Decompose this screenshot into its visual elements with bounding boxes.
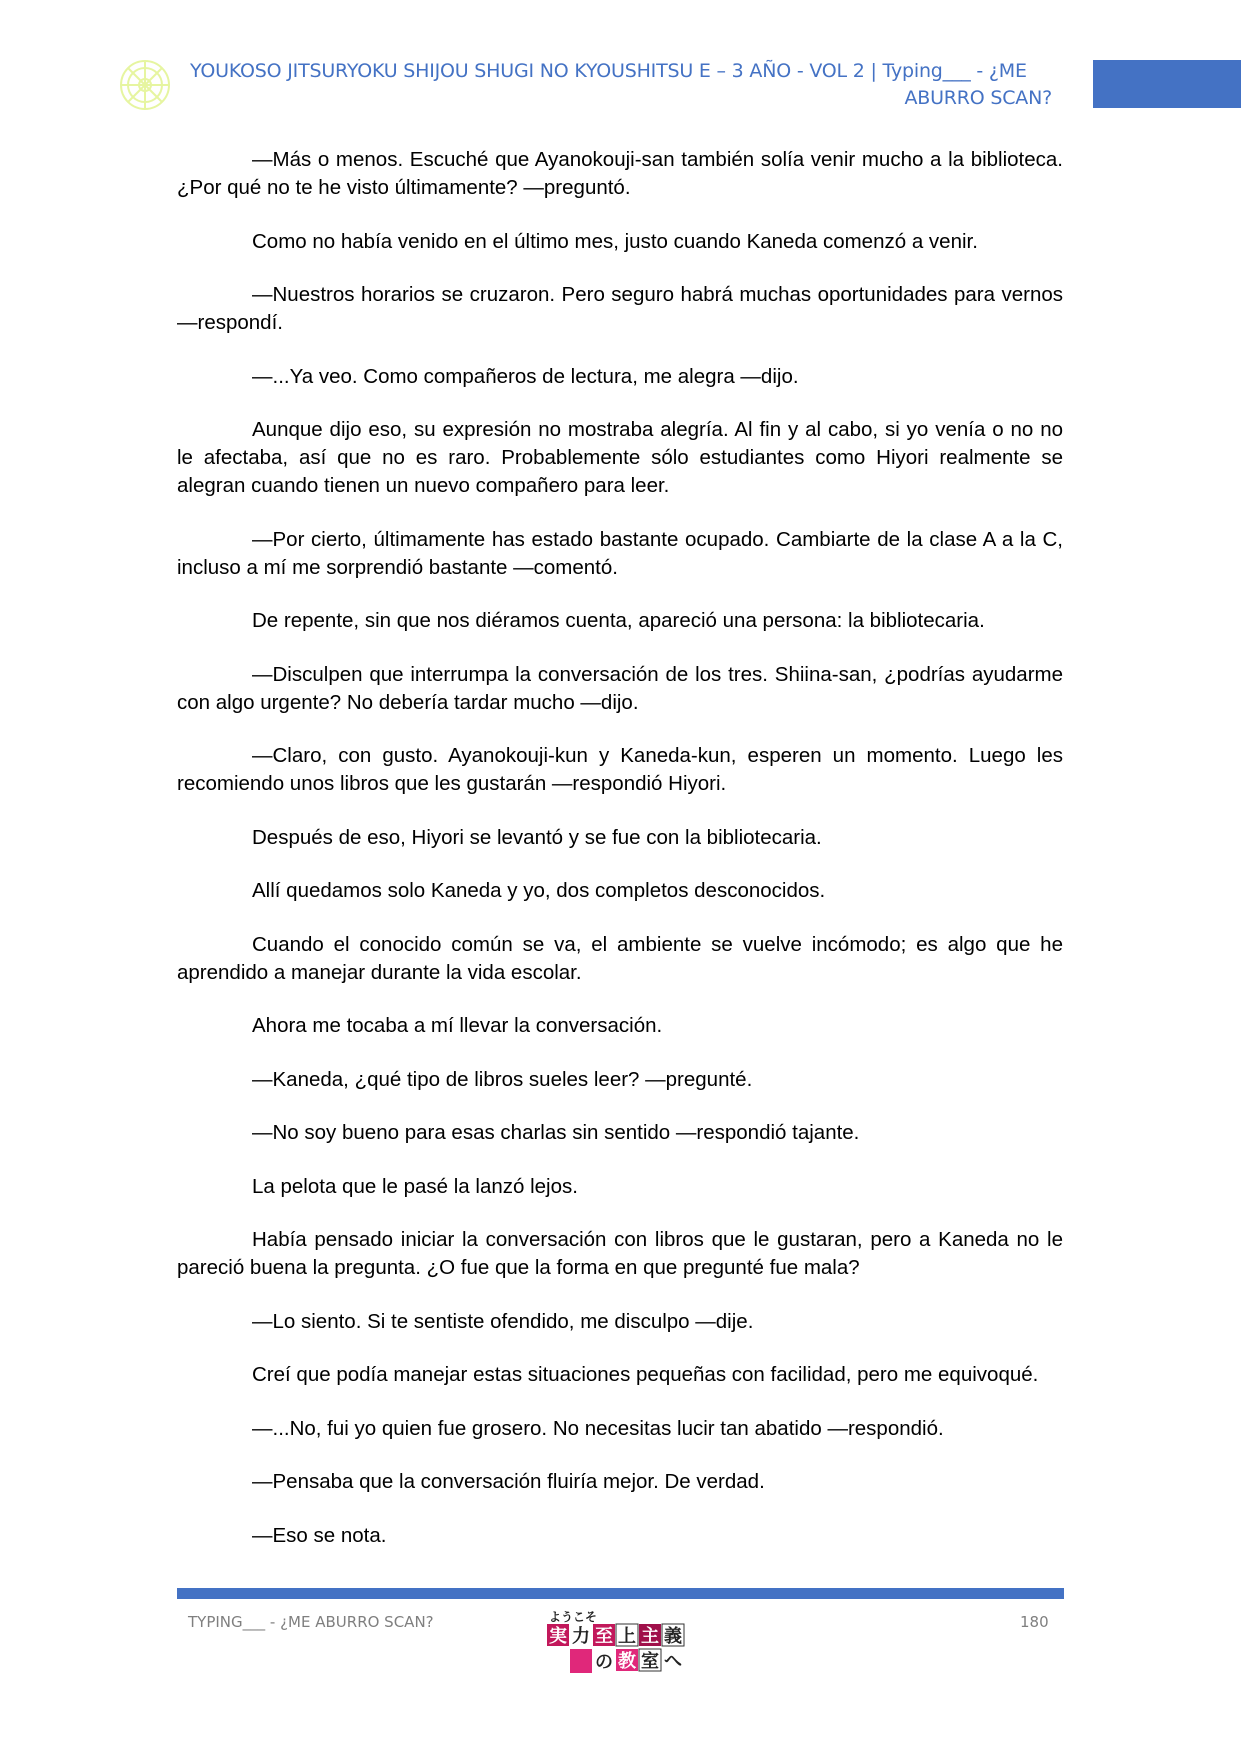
paragraph: Había pensado iniciar la conversación con libros que le gustaran, pero a Kaneda no le pareció buena la pregunta. ¿O fue que la forma en que pregunté fue mala? <box>177 1228 1063 1279</box>
paragraph: Aunque dijo eso, su expresión no mostraba alegría. Al fin y al cabo, si yo venía o no no le afectaba, así que no es raro. Probablemente sólo estudiantes como Hiyori realmente se alegran cuando tienen un nuevo compañero para leer. <box>177 418 1063 497</box>
paragraph: Ahora me tocaba a mí llevar la conversación. <box>252 1014 663 1037</box>
series-logo <box>547 1608 693 1676</box>
paragraph: —...No, fui yo quien fue grosero. No necesitas lucir tan abatido —respondió. <box>252 1416 944 1440</box>
paragraph: —Kaneda, ¿qué tipo de libros sueles leer? —pregunté. <box>252 1067 753 1091</box>
paragraph: —Nuestros horarios se cruzaron. Pero seguro habrá muchas oportunidades para vernos —respondí. <box>177 283 1063 334</box>
logo-char: の <box>595 1652 613 1673</box>
logo-kana: ようこそ <box>549 1610 598 1624</box>
header-title-line1: YOUKOSO JITSURYOKU SHIJOU SHUGI NO KYOUSHITSU E – 3 AÑO - VOL 2 | Typing___ - ¿ME <box>190 60 1027 82</box>
logo-char: 室 <box>641 1651 659 1672</box>
header-title-line2: ABURRO SCAN? <box>904 87 1052 109</box>
paragraph: Allí quedamos solo Kaneda y yo, dos completos desconocidos. <box>252 879 826 902</box>
paragraph: De repente, sin que nos diéramos cuenta, apareció una persona: la bibliotecaria. <box>252 609 985 632</box>
paragraph: Creí que podía manejar estas situaciones pequeñas con facilidad, pero me equivoqué. <box>252 1363 1039 1386</box>
header-accent-block <box>1093 60 1241 108</box>
page-body <box>177 146 1063 1575</box>
paragraph: Después de eso, Hiyori se levantó y se fue con la bibliotecaria. <box>252 825 822 849</box>
paragraph: —Por cierto, últimamente has estado bastante ocupado. Cambiarte de la clase A a la C, incluso a mí me sorprendió bastante —comentó. <box>177 527 1063 579</box>
logo-row1 <box>547 1624 684 1647</box>
logo-char: 主 <box>641 1626 659 1647</box>
logo-char: 力 <box>572 1626 590 1647</box>
logo-char: 教 <box>618 1651 636 1672</box>
logo-row2 <box>570 1649 682 1673</box>
paragraph: —No soy bueno para esas charlas sin sentido —respondió tajante. <box>252 1121 860 1144</box>
logo-char: 至 <box>595 1626 613 1647</box>
paragraph: —Pensaba que la conversación fluiría mejor. De verdad. <box>252 1470 765 1493</box>
paragraph: —Disculpen que interrumpa la conversación de los tres. Shiina-san, ¿podrías ayudarme con algo urgente? No debería tardar mucho —dijo. <box>177 662 1063 714</box>
paragraph: Cuando el conocido común se va, el ambiente se vuelve incómodo; es algo que he aprendido a manejar durante la vida escolar. <box>177 932 1063 984</box>
logo-char: 上 <box>618 1626 636 1647</box>
logo-char: 義 <box>664 1626 682 1647</box>
footer-credit: TYPING___ - ¿ME ABURRO SCAN? <box>188 1613 434 1631</box>
logo-char: へ <box>664 1651 682 1672</box>
dharma-wheel-icon <box>118 58 172 112</box>
paragraph: Como no había venido en el último mes, justo cuando Kaneda comenzó a venir. <box>252 229 978 253</box>
document-header-title <box>190 58 1052 112</box>
logo-char: 実 <box>549 1626 567 1647</box>
paragraph: —Más o menos. Escuché que Ayanokouji-san también solía venir mucho a la biblioteca. ¿Por qué no te he visto últimamente? —preguntó. <box>177 148 1063 199</box>
footer-divider <box>177 1588 1064 1599</box>
page-number: 180 <box>1020 1613 1049 1631</box>
paragraph: —Lo siento. Si te sentiste ofendido, me disculpo —dije. <box>252 1309 754 1333</box>
paragraph: —Eso se nota. <box>252 1523 387 1547</box>
paragraph: —Claro, con gusto. Ayanokouji-kun y Kaneda-kun, esperen un momento. Luego les recomiendo unos libros que les gustarán —respondió Hiyori. <box>177 744 1063 795</box>
paragraph: La pelota que le pasé la lanzó lejos. <box>252 1174 578 1198</box>
paragraph: —...Ya veo. Como compañeros de lectura, me alegra —dijo. <box>252 364 799 388</box>
